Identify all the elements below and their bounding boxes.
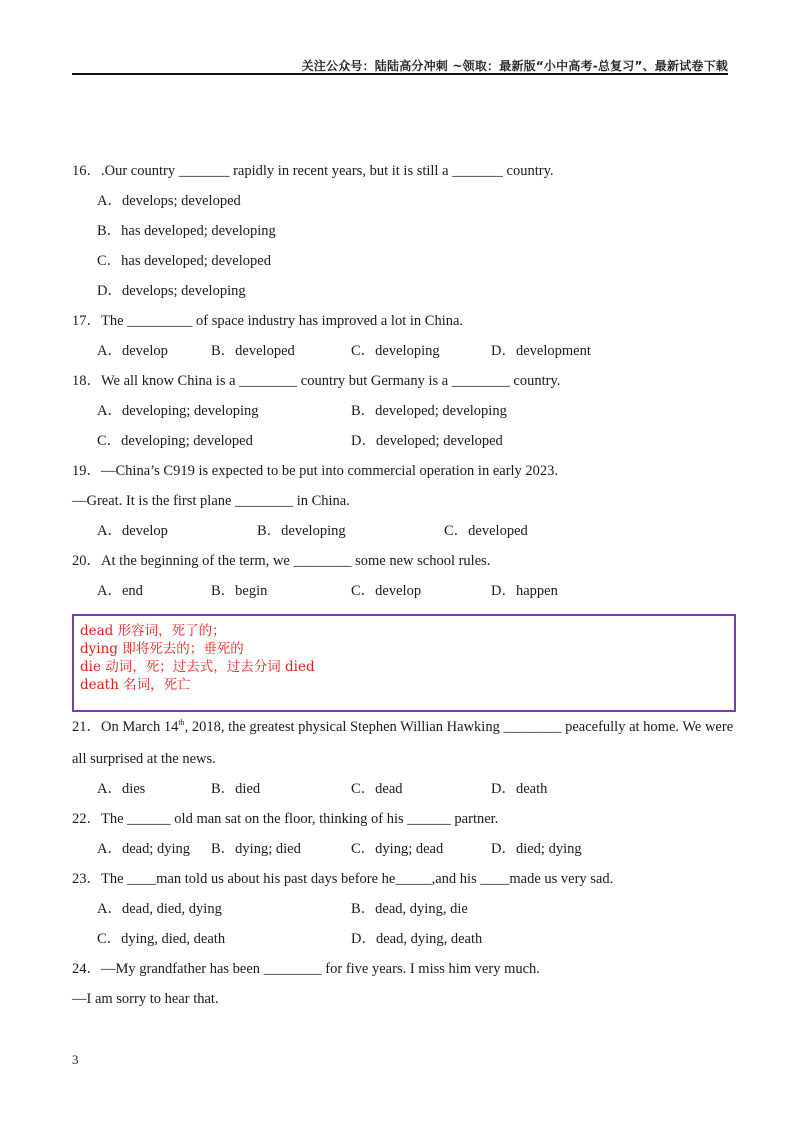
option-a: A．develops; developed: [97, 193, 241, 209]
stem-end: , 2018, the greatest physical Stephen Willian Hawking ________ peacefully at home. We were: [184, 719, 734, 735]
question-stem-continued: —I am sorry to hear that.: [72, 991, 219, 1007]
question-stem-continued: —Great. It is the first plane ________ in China.: [72, 493, 350, 509]
option-b: B．developed: [211, 343, 295, 359]
option-c: C．dying; dead: [351, 841, 444, 857]
option-b: B．dead, dying, die: [351, 901, 468, 917]
option-b: B．begin: [211, 583, 268, 599]
page-number: 3: [72, 1052, 79, 1067]
question-stem: 24．—My grandfather has been ________ for five years. I miss him very much.: [72, 961, 540, 977]
option-d: D．dead, dying, death: [351, 931, 483, 947]
option-d: D．development: [491, 343, 591, 359]
option-a: A．dead; dying: [97, 841, 191, 857]
note-line-death: death 名词，死亡: [80, 677, 191, 693]
option-b: B．developing: [257, 523, 346, 539]
stem-start: 21．On March 14: [72, 719, 179, 735]
question-stem: 16．.Our country _______ rapidly in recent years, but it is still a _______ country.: [72, 163, 554, 179]
option-d: D．death: [491, 781, 548, 797]
option-d: D．developed; developed: [351, 433, 503, 449]
option-c: C．developing; developed: [97, 433, 253, 449]
question-stem: 18．We all know China is a ________ country but Germany is a ________ country.: [72, 373, 561, 389]
note-line-dead: dead 形容词，死了的；: [80, 623, 226, 639]
question-stem: 20．At the beginning of the term, we ________ some new school rules.: [72, 553, 491, 569]
option-a: A．develop: [97, 343, 168, 359]
option-c: C．dying, died, death: [97, 931, 226, 947]
question-stem: 22．The ______ old man sat on the floor, thinking of his ______ partner.: [72, 811, 499, 827]
option-c: C．developed: [444, 523, 528, 539]
option-a: A．develop: [97, 523, 168, 539]
option-a: A．end: [97, 583, 143, 599]
option-a: A．developing; developing: [97, 403, 259, 419]
option-d: D．develops; developing: [97, 283, 246, 299]
option-c: C．has developed; developed: [97, 253, 271, 269]
header-divider: [72, 73, 728, 75]
question-stem: 17．The _________ of space industry has improved a lot in China.: [72, 313, 464, 329]
option-c: C．dead: [351, 781, 403, 797]
question-stem: [72, 718, 733, 736]
header-text: 关注公众号：陆陆高分冲刺 ~领取：最新版“小中高考-总复习”、最新试卷下载: [301, 59, 728, 73]
option-b: B．dying; died: [211, 841, 301, 857]
option-a: A．dead, died, dying: [97, 901, 222, 917]
option-c: C．develop: [351, 583, 422, 599]
option-c: C．developing: [351, 343, 440, 359]
ordinal-suffix: th: [178, 718, 185, 728]
option-d: D．died; dying: [491, 841, 582, 857]
option-b: B．died: [211, 781, 261, 797]
question-stem-continued: all surprised at the news.: [72, 751, 216, 767]
option-b: B．has developed; developing: [97, 223, 276, 239]
option-d: D．happen: [491, 583, 558, 599]
note-line-dying: dying 即将死去的；垂死的: [80, 641, 244, 657]
question-stem: 23．The ____man told us about his past days before he_____,and his ____made us very sad.: [72, 871, 614, 887]
question-stem: 19．—China’s C919 is expected to be put into commercial operation in early 2023.: [72, 463, 559, 479]
note-line-die: die 动词，死；过去式，过去分词 died: [80, 659, 315, 675]
option-b: B．developed; developing: [351, 403, 507, 419]
vocabulary-note-box: [72, 614, 736, 712]
option-a: A．dies: [97, 781, 146, 797]
